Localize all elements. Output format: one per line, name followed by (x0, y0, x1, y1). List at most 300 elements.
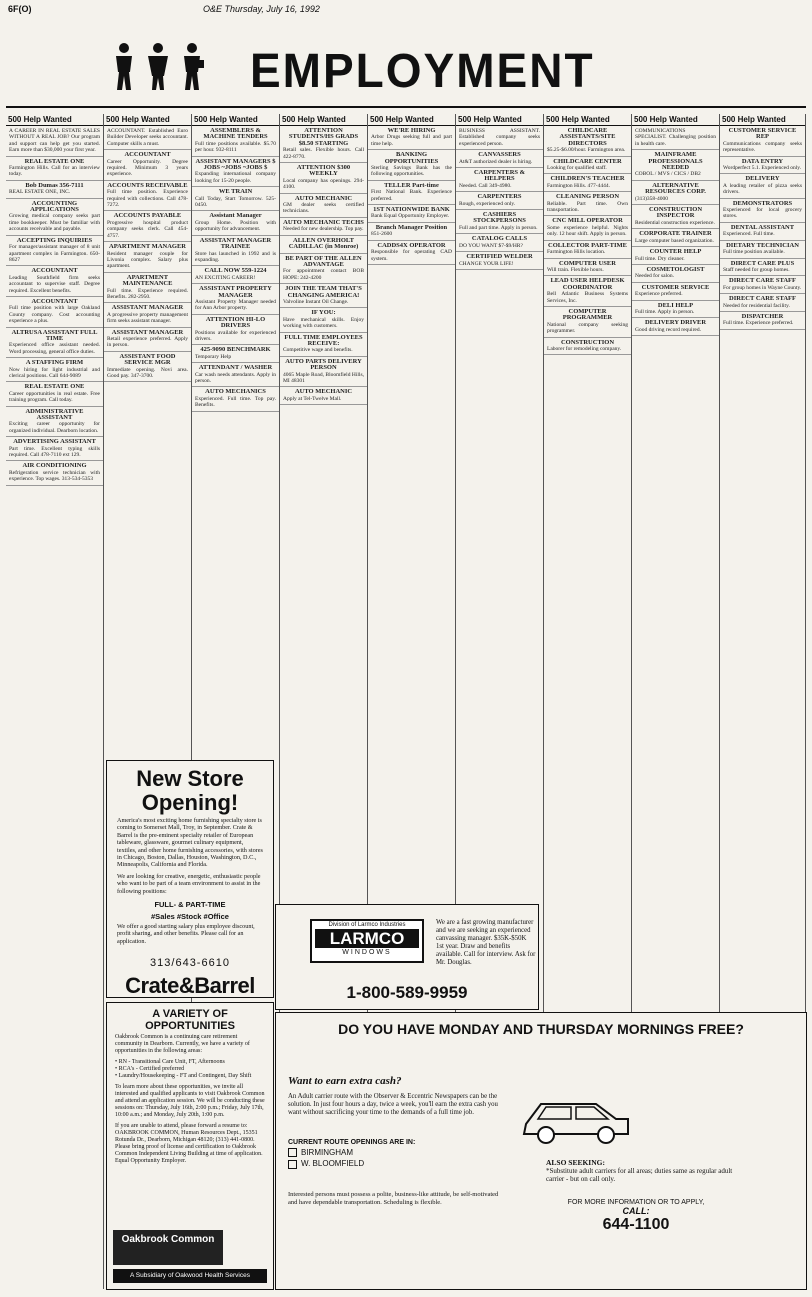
crate-barrel-ad (106, 760, 274, 998)
classified-ad (632, 247, 719, 265)
classified-ad (720, 312, 805, 330)
classified-ad (104, 352, 191, 383)
ad-text: Full time positions available. $5.70 per hour. 932-8111 (195, 140, 276, 154)
ad-text: Store has launched in 1992 and is expanding. (195, 250, 276, 263)
classified-ad (632, 150, 719, 181)
ad-text: For group homes in Wayne County. (723, 284, 802, 291)
ad-text: Some experience helpful. Nights only. 12 hour shift. Apply in person. (547, 224, 628, 238)
car-illustration-icon (516, 1079, 636, 1149)
column-header: 500 Help Wanted (104, 114, 191, 126)
ad-title: JOIN THE TEAM THAT'S CHANGING AMERICA! (285, 285, 362, 299)
ad-text: (313)358-4000 (635, 195, 668, 202)
ad-body: To learn more about these opportunities, we invite all interested and qualified applicants to visit Oakbrook Common and attend an application session. We will be conducting these sessions on: Thursday, July 16th, 2:00 p.m.; Friday, July 17th, 10:00 a.m.; and Monday, July 20th, 1:00 p.m. (115, 1084, 265, 1118)
column-header: 500 Help Wanted (192, 114, 279, 126)
checkbox-icon (288, 1160, 297, 1169)
ad-text: DO YOU WANT $7-$9/HR? (459, 242, 523, 249)
classified-ad (280, 126, 367, 163)
ad-title: DATA ENTRY (741, 157, 784, 165)
ad-title: CUSTOMER SERVICE REP (728, 127, 797, 141)
classified-ad (720, 157, 805, 175)
ad-title: REAL ESTATE ONE (24, 383, 85, 391)
ad-phone: 313/643-6610 (150, 957, 230, 970)
ad-text: Temporary Help (195, 353, 232, 360)
ad-title: AUTO MECHANICS (205, 388, 266, 396)
ad-title: WE'RE HIRING (387, 127, 436, 134)
ad-title: AUTO PARTS DELIVERY PERSON (285, 357, 362, 372)
ad-title: ATTENTION $300 WEEKLY (296, 164, 351, 178)
ad-text: Large computer based organization. (635, 237, 714, 244)
ad-title: AUTO MECHANIC (294, 388, 353, 396)
ad-text: Group Home. Position with opportunity for advancement. (195, 219, 276, 233)
classified-ad (368, 181, 455, 205)
ad-title: WE TRAIN (218, 188, 253, 196)
call-block (546, 1199, 726, 1234)
call-label: CALL: (622, 1206, 650, 1216)
ad-title: BANKING OPPORTUNITIES (384, 151, 439, 165)
ad-text: Leading Southfield firm seeks accountant to supervise staff. Degree required. Excellent benefits. (9, 274, 100, 294)
ad-text: Needed for new dealership. Top pay. (283, 226, 364, 233)
ad-text: Experience preferred. (635, 291, 683, 298)
classified-ad (544, 157, 631, 175)
classified-ad (6, 358, 103, 382)
ad-title: ASSISTANT MANAGERS $ JOBS ~JOBS ~JOBS $ (195, 157, 276, 172)
ad-title: CHILDCARE ASSISTANTS/SITE DIRECTORS (559, 127, 616, 147)
classified-ad (6, 126, 103, 157)
classified-ad (192, 211, 279, 235)
ad-text: Rough, experienced only. (459, 200, 516, 207)
ad-title: COUNTER HELP (649, 248, 702, 256)
classified-ad (456, 168, 543, 192)
classified-ad (104, 211, 191, 242)
column-header: 500 Help Wanted (280, 114, 367, 126)
ad-title: MAINFRAME PROFESSIONALS NEEDED (648, 151, 703, 172)
classified-ad (456, 150, 543, 168)
larmco-ad (275, 904, 539, 1010)
ad-text: Positions available for experienced drivers. (195, 329, 276, 342)
ad-title: BE PART OF THE ALLEN ADVANTAGE (285, 254, 362, 268)
ad-text: Immediate opening. Novi area. Good pay. 347-3700. (107, 366, 188, 379)
classified-ad (368, 205, 455, 223)
ad-title: ATTENTION HI-LO DRIVERS (205, 315, 266, 330)
ad-body: If you are unable to attend, please forward a resume to: OAKBROOK COMMON, Human Resources Dept., 15351 Rotunda Dr., Dearborn, Michigan 48120; (313) 441-0800. Please bring proof of license and certification to Oakbrook Common Independent Living Building at time of application. Equal Opportunity Employer. (115, 1123, 263, 1164)
classified-ad (192, 157, 279, 188)
classified-ad (632, 283, 719, 301)
ad-position-list (107, 1057, 273, 1082)
classified-ad (192, 363, 279, 387)
classified-ad (632, 181, 719, 205)
page-number: 6F(O) (8, 4, 32, 14)
routes-title: CURRENT ROUTE OPENINGS ARE IN: (288, 1139, 416, 1146)
ad-title: 1ST NATIONWIDE BANK (373, 206, 450, 214)
classified-ad (280, 387, 367, 405)
ad-headline: A VARIETY OF OPPORTUNITIES (145, 1008, 235, 1032)
ad-text: Full time. Apply in person. (635, 308, 695, 315)
ad-text: Experienced. Full time. Top pay. Benefits. (195, 395, 276, 409)
ad-text: Expanding international company looking for 15-20 people. (195, 171, 276, 184)
column-header: 500 Help Wanted (456, 114, 543, 126)
ad-text: Experienced for local grocery stores. (723, 207, 802, 220)
ad-text: Competitive wage and benefits. (283, 347, 353, 354)
also-seeking (546, 1159, 746, 1183)
classified-ad (104, 150, 191, 181)
classified-ad (720, 294, 805, 312)
ad-title: 425-9090 BENCHMARK (200, 346, 271, 354)
classified-ad (192, 126, 279, 157)
ad-title: CATALOG CALLS (471, 235, 528, 243)
ad-title: DELI HELP (657, 301, 694, 309)
classified-ad (104, 273, 191, 304)
classified-ad (192, 345, 279, 363)
logo-division: Division of Larmco Industries (328, 922, 406, 928)
ad-text: Responsible for operating CAD system. (371, 249, 452, 262)
ad-body: We are a fast growing manufacturer and we are seeking an experienced canvassing manager. $35K-$50K 1st year. Draw and benefits available. Call for interview. Ask for Mr. Douglas. (436, 919, 536, 966)
ad-text: Wordperfect 5.1. Experienced only. (723, 165, 802, 172)
classified-ad (456, 234, 543, 252)
ad-title: CONSTRUCTION (560, 338, 615, 346)
classified-ad (192, 284, 279, 315)
ad-text: $5.25-$6.00/hour. Farmington area. (547, 147, 626, 154)
ad-title: DELIVERY (745, 175, 780, 183)
classified-ad (632, 229, 719, 247)
classified-ad (280, 218, 367, 236)
ad-text: COMMUNICATIONS SPECIALIST. Challenging position in health care. (635, 128, 716, 147)
ad-text: COBOL / MVS / CICS / DB2 (635, 171, 701, 178)
classified-ad (456, 252, 543, 270)
ad-text: Needed for salon. (635, 273, 674, 280)
ad-text: BUSINESS ASSISTANT. Established company seeks experienced person. (459, 128, 540, 147)
ad-title: AUTO MECHANIC (294, 194, 353, 202)
ad-text: Now hiring for light industrial and clerical positions. Call 644-9089 (9, 366, 100, 379)
ad-title: CUSTOMER SERVICE (641, 283, 710, 291)
classified-ad (280, 284, 367, 308)
classified-ad (544, 307, 631, 338)
page-header (8, 4, 804, 18)
ad-text: Resident manager couple for Livonia complex. Salary plus apartment. (107, 250, 188, 270)
ad-text: Valvoline Instant Oil Change. (283, 298, 349, 305)
classified-ad (544, 276, 631, 307)
classified-ad (632, 265, 719, 283)
crate-barrel-logo: Crate&Barrel (125, 973, 255, 999)
ad-text: CHANGE YOUR LIFE! (459, 260, 514, 267)
ad-title: ACCOUNTS PAYABLE (113, 212, 182, 220)
oakbrook-logo: Oakbrook Common (113, 1230, 223, 1265)
ad-title: ASSISTANT MANAGER (111, 304, 184, 312)
ad-note: Interested persons must possess a polite, business-like attitude, be self-motivated and have dependable transportation. Scheduling is flexible. (288, 1191, 499, 1206)
ad-title: DENTAL ASSISTANT (730, 223, 795, 231)
route-name: BIRMINGHAM (301, 1148, 353, 1157)
classified-ad (368, 150, 455, 181)
classified-ad (632, 301, 719, 319)
also-title: ALSO SEEKING: (546, 1158, 605, 1167)
classified-ad (632, 126, 719, 150)
ad-title: ALTRUSA ASSISTANT FULL TIME (11, 328, 98, 342)
classified-ad (6, 382, 103, 406)
classified-ad (192, 236, 279, 267)
checkbox-icon (288, 1148, 297, 1157)
classified-ad (456, 126, 543, 150)
ad-title: AUTO MECHANIC TECHS (283, 218, 364, 226)
ad-title: CALL NOW 559-1224 (204, 267, 267, 275)
classified-ad (544, 241, 631, 259)
column-header: 500 Help Wanted (368, 114, 455, 126)
ad-body: America's most exciting home furnishing specialty store is coming to Somerset Mall, Troy, in September. Crate & Barrel is the pre-eminent specialty retailer of European tableware, glassware, gourmet culinary equipment, textiles, and other home furnishing accessories, with stores in Chicago, Boston, Dallas, Houston, Washington, D.C., Minneapolis, California and Florida. (117, 817, 263, 869)
worker-figure-icon (144, 42, 172, 92)
ad-title: ALTERNATIVE RESOURCES CORP. (645, 181, 706, 196)
route-list (288, 1139, 508, 1169)
ad-text: Progressive hospital product company seeks clerk. Call 454-4757. (107, 219, 188, 239)
ad-text: Retail experience preferred. Apply in person. (107, 335, 188, 349)
ad-title: ACCOUNTANT (124, 151, 171, 159)
ad-text: A progressive property management firm seeks assistant manager. (107, 311, 188, 325)
ad-title: DIRECT CARE STAFF (729, 277, 796, 285)
edition-date: O&E Thursday, July 16, 1992 (203, 4, 320, 14)
classified-ad (192, 387, 279, 411)
ad-title: CLEANING PERSON (555, 193, 620, 201)
ad-title: CNC MILL OPERATOR (552, 217, 623, 225)
ad-text: Looking for qualified staff. (547, 165, 607, 172)
ad-text: Full time position with large Oakland County company. Cost accounting experience a plus. (9, 305, 100, 325)
classified-ad (280, 254, 367, 285)
ad-title: ASSISTANT MANAGER TRAINEE (199, 236, 272, 251)
classified-ad (280, 194, 367, 218)
ad-title: COLLECTOR PART-TIME (548, 241, 627, 249)
classified-ad (544, 126, 631, 157)
ad-text: Car wash needs attendants. Apply in person. (195, 371, 276, 384)
ad-text: Full and part time. Apply in person. (459, 224, 538, 231)
ad-text: Farmington Hills. 477-4444. (547, 182, 610, 189)
worker-figure-icon (178, 42, 206, 92)
ad-title: APARTMENT MAINTENANCE (122, 273, 173, 288)
ad-title: ACCOUNTS RECEIVABLE (107, 181, 188, 189)
classified-ad (720, 241, 805, 259)
ad-text: Apply at Tel-Twelve Mall. (283, 395, 342, 402)
ad-title: Bob Dumas 356-7111 (25, 181, 84, 189)
ad-text: REAL ESTATE ONE, INC. (9, 189, 71, 196)
column-header: 500 Help Wanted (632, 114, 719, 126)
ad-text: Growing medical company seeks part time bookkeeper. Must be familiar with accounts receivable and payable. (9, 213, 100, 233)
ad-title: ACCOUNTING APPLICATIONS (30, 199, 79, 214)
ad-body: An Adult carrier route with the Observer & Eccentric Newspapers can be the solution. In just four hours a day, twice a week, you'll earn the extra cash you want without sacrificing your time to the demands of a full time job. (288, 1093, 498, 1116)
ad-title: ACCEPTING INQUIRIES (16, 236, 93, 244)
ad-title: CONSTRUCTION INSPECTOR (648, 206, 703, 220)
classified-ad (368, 241, 455, 265)
classified-ad (6, 236, 103, 267)
ad-text: A leading retailer of pizza seeks drivers. (723, 182, 802, 196)
ad-title: CORPORATE TRAINER (639, 230, 712, 238)
ad-title: CASHIERS STOCKPERSONS (473, 211, 526, 225)
classified-ad (280, 163, 367, 194)
ad-title: AIR CONDITIONING (22, 462, 87, 470)
ad-positions: #Sales #Stock #Office (151, 912, 229, 922)
classified-ad (720, 259, 805, 277)
also-body: *Substitute adult carriers for all areas; duties same as regular adult carrier - but on call only. (546, 1167, 733, 1183)
ad-text: Needed for residential facility. (723, 302, 790, 309)
ad-text: Reliable. Part time. Own transportation. (547, 200, 628, 214)
classified-ad (192, 315, 279, 346)
classified-ad (280, 236, 367, 254)
classified-column (6, 114, 104, 1289)
ad-title: CANVASSERS (478, 151, 521, 159)
ad-title: DEMONSTRATORS (732, 199, 793, 207)
divider (6, 106, 806, 108)
ad-title: ATTENTION STUDENTS/HS GRADS $8.50 STARTING (288, 127, 359, 147)
ad-text: Needed. Call 349-4980. (459, 182, 512, 189)
ad-body: We are looking for creative, energetic, enthusiastic people who want to be part of a team environment to assist in the following positions: (117, 872, 261, 895)
worker-figure-icon (110, 42, 138, 92)
ad-text: Good driving record required. (635, 326, 701, 333)
ad-phone: 644-1100 (602, 1216, 670, 1233)
classified-ad (280, 333, 367, 357)
classified-ad (104, 181, 191, 212)
ad-text: For manager/assistant manager of 8 unit apartment complex in Farmington. 650-8627 (9, 244, 100, 263)
classified-ad (6, 157, 103, 181)
ad-title: LEAD USER HELPDESK COORDINATOR (550, 277, 625, 291)
ad-text: Full time position. Experience required with collections. Call 478-7272. (107, 189, 188, 209)
ad-title: CERTIFIED WELDER (466, 253, 533, 261)
ad-text: Residential construction experience. (635, 219, 715, 226)
oakbrook-ad (106, 1002, 274, 1290)
classified-ad (280, 357, 367, 388)
classified-ad (104, 126, 191, 150)
ad-text: First National Bank. Experience preferred. (371, 189, 452, 202)
ad-title: ACCOUNTANT (31, 267, 78, 275)
carrier-route-ad (275, 1012, 807, 1290)
classified-ad (6, 407, 103, 438)
ad-text: Full time position available. (723, 249, 785, 256)
classified-ad (104, 242, 191, 273)
ad-text: Experienced. Full time. (723, 231, 775, 238)
classified-ad (368, 223, 455, 241)
ad-text: Will train. Flexible hours. (547, 266, 604, 273)
classified-ad (720, 276, 805, 294)
ad-text: Laborer for remodeling company. (547, 345, 622, 352)
classified-ad (192, 187, 279, 211)
ad-text: AN EXCITING CAREER! (195, 274, 256, 281)
ad-title: ADVERTISING ASSISTANT (13, 438, 96, 446)
ad-subheadline: Want to earn extra cash? (288, 1075, 402, 1087)
ad-title: CARPENTERS (477, 193, 522, 201)
classified-ad (6, 461, 103, 485)
route-item (288, 1148, 508, 1157)
ad-text: Arbor Drugs seeking full and part time help. (371, 134, 452, 147)
ad-title: ASSISTANT PROPERTY MANAGER (199, 285, 272, 299)
ad-text: For appointment contact BOB HOPE: 242-4200 (283, 268, 364, 281)
ad-text: 4065 Maple Road, Bloomfield Hills, MI 48301 (283, 371, 364, 384)
column-header: 500 Help Wanted (544, 114, 631, 126)
ad-title: DIRECT CARE STAFF (729, 295, 796, 303)
classified-ad (6, 266, 103, 297)
classified-ad (6, 199, 103, 236)
employment-banner (110, 40, 700, 100)
classified-ad (720, 126, 805, 157)
classified-ad (544, 192, 631, 216)
ad-title: Branch Manager Position (375, 223, 448, 231)
section-title: EMPLOYMENT (250, 42, 595, 98)
ad-body: We offer a good starting salary plus employee discount, profit sharing, and other benefits. Please call for an application. (117, 923, 255, 945)
position-item: • Laundry/Housekeeping - FT and Contingent, Day Shift (115, 1073, 252, 1079)
ad-text: At&T authorized dealer is hiring. (459, 158, 533, 165)
ad-text: Full time. Experience required. Benefits. 282-2950. (107, 287, 188, 300)
classified-ad (544, 259, 631, 277)
classified-ad (6, 181, 103, 199)
classified-ad (280, 308, 367, 332)
ad-title: Assistant Manager (209, 212, 262, 220)
ad-title: REAL ESTATE ONE (24, 157, 85, 165)
logo-name: LARMCO (315, 929, 419, 948)
route-name: W. BLOOMFIELD (301, 1159, 365, 1169)
position-item: • RCA's - Certified preferred (115, 1066, 185, 1072)
ad-title: DELIVERY DRIVER (644, 319, 707, 327)
classified-ad (456, 192, 543, 210)
classified-ad (632, 318, 719, 336)
ad-title: TELLER Part-time (384, 181, 439, 189)
ad-text: Have mechanical skills. Enjoy working with customers. (283, 316, 364, 330)
classified-ad (6, 328, 103, 359)
ad-text: Refrigeration service technician with experience. Top wages. 313-534-5353 (9, 469, 100, 483)
logo-sub: WINDOWS (342, 949, 392, 956)
classified-ad (368, 126, 455, 150)
ad-title: IF YOU: (311, 309, 336, 317)
classified-ad (632, 205, 719, 229)
column-header: 500 Help Wanted (720, 114, 805, 126)
classified-ad (720, 223, 805, 241)
ad-text: A CAREER IN REAL ESTATE SALES WITHOUT A REAL JOB? Our program and support can help get you started. Earn more than $30,000 your first year. (9, 128, 100, 154)
ad-title: ALLEN OVERHOLT CADILLAC (in Monroe) (288, 236, 359, 251)
ad-title: ASSEMBLERS & MACHINE TENDERS (203, 127, 268, 141)
classified-ad (456, 210, 543, 234)
ad-text: GM dealer seeks certified technicians. (283, 202, 364, 215)
ad-title: COMPUTER USER (559, 259, 616, 267)
ad-text: Experienced office assistant needed. Word processing, general office duties. (9, 342, 100, 355)
ad-text: Communications company seeks representative. (723, 140, 802, 154)
ad-title: ADMINISTRATIVE ASSISTANT (25, 407, 84, 422)
classified-ad (104, 303, 191, 327)
ad-title: DIRECT CARE PLUS (730, 259, 795, 267)
ad-title: CADDS4X OPERATOR (377, 241, 446, 249)
call-intro: FOR MORE INFORMATION OR TO APPLY, (567, 1199, 705, 1206)
ad-text: Assistant Property Manager needed for Ann Arbor property. (195, 298, 276, 312)
ad-title: ASSISTANT MANAGER (111, 328, 184, 336)
ad-title: CHILDREN'S TEACHER (550, 175, 625, 183)
ad-text: Full time. Dry cleaner. (635, 255, 685, 262)
ad-text: Retail sales. Flexible hours. Call 422-8770. (283, 147, 364, 160)
position-item: • RN - Transitional Care Unit, FT, Afternoons (115, 1059, 225, 1065)
ad-text: 851-2600 (371, 231, 393, 238)
ad-text: Call Today, Start Tomorrow. 525-0450. (195, 195, 276, 209)
ad-text: Exciting career opportunity for organized individual. Dearborn location. (9, 421, 100, 434)
ad-phone: 1-800-589-9959 (346, 983, 468, 1002)
ad-title: ACCOUNTANT (31, 297, 78, 305)
ad-text: Bank Equal Opportunity Employer. (371, 213, 450, 220)
classified-ad (720, 174, 805, 198)
ad-body: Oakbrook Common is a continuing care retirement community in Dearborn. Currently, we have a variety of opportunities in the following areas: (115, 1034, 250, 1054)
ad-text: Bell Atlantic Business Systems Services, Inc. (547, 291, 628, 304)
classified-ad (720, 199, 805, 223)
route-item (288, 1159, 508, 1168)
ad-title: FULL TIME EMPLOYEES RECEIVE: (284, 333, 363, 347)
ad-positions-title: FULL- & PART-TIME (154, 900, 226, 910)
ad-title: ASSISTANT FOOD SERVICE MGR (119, 352, 176, 367)
classified-ad (104, 328, 191, 352)
classified-ad (544, 216, 631, 240)
classified-ad (6, 437, 103, 461)
ad-subsidiary: A Subsidiary of Oakwood Health Services (113, 1269, 267, 1283)
ad-text: Career Opportunity. Degree required. Minimum 3 years experience. (107, 158, 188, 178)
column-header: 500 Help Wanted (6, 114, 103, 126)
ad-text: Career opportunities in real estate. Free training program. Call today. (9, 390, 100, 404)
ad-headline: DO YOU HAVE MONDAY AND THURSDAY MORNINGS FREE? (338, 1021, 744, 1037)
ad-text: Staff needed for group homes. (723, 266, 790, 273)
